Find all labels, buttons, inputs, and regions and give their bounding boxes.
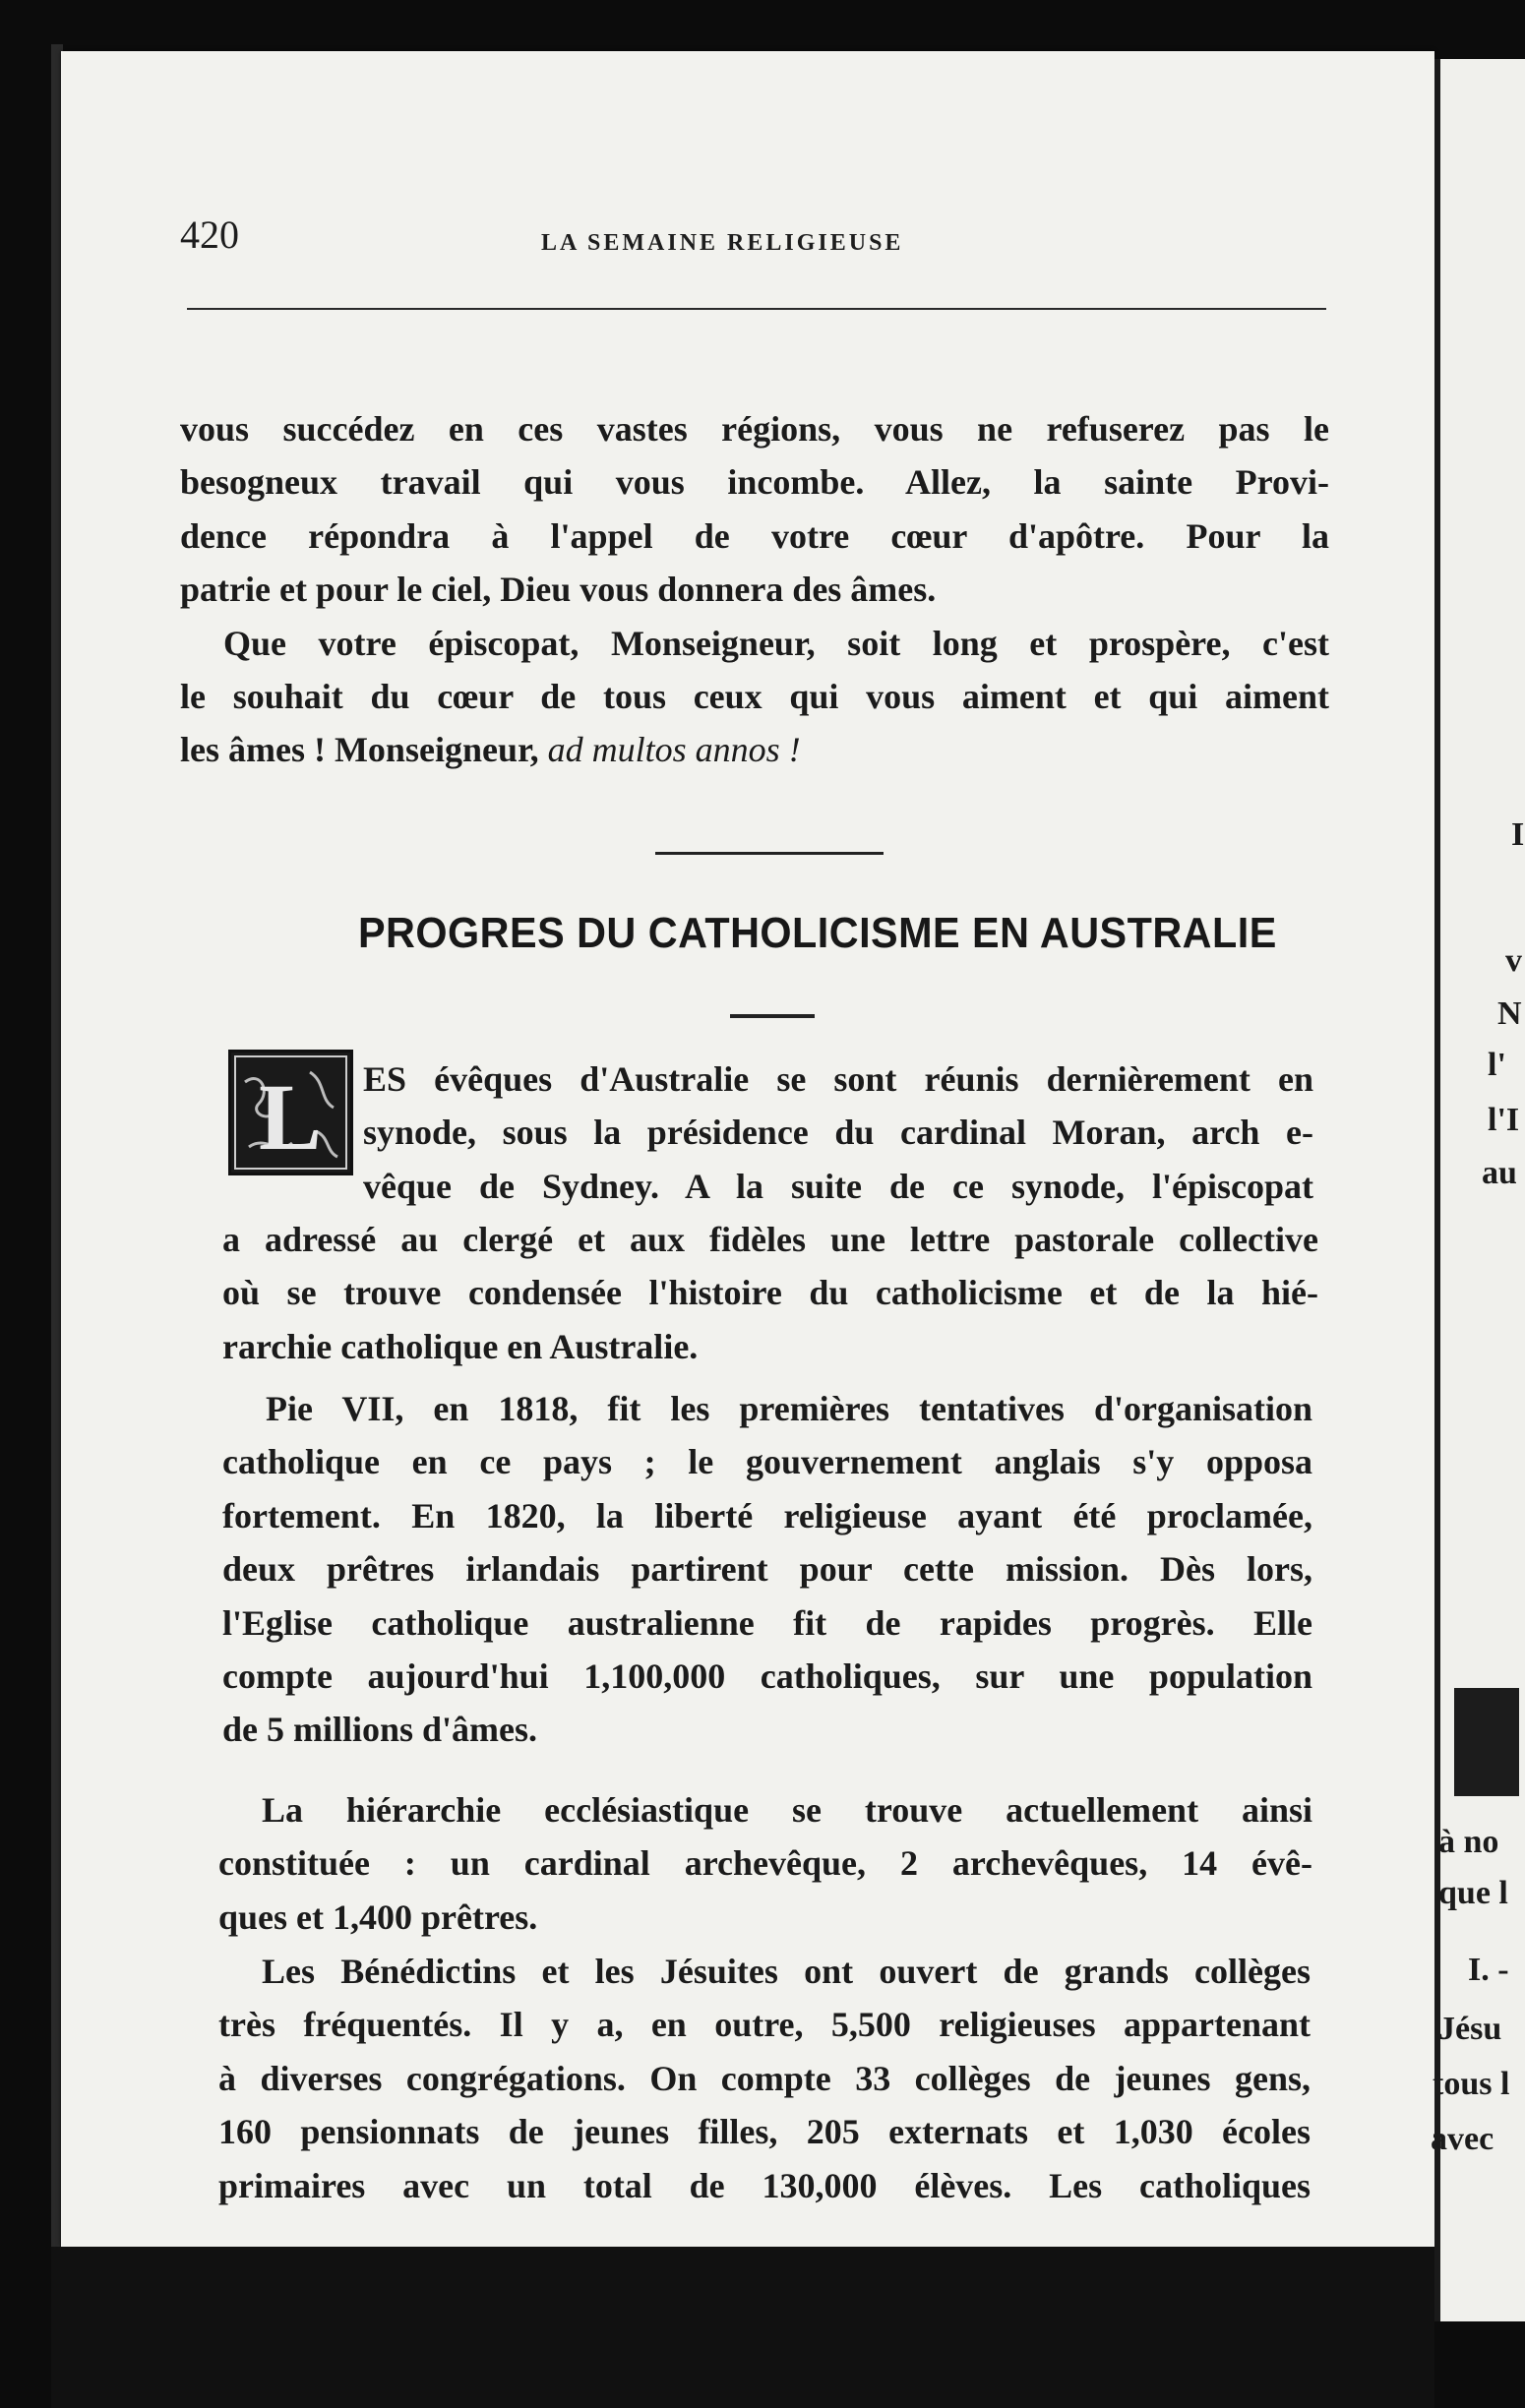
text-line: rarchie catholique en Australie. — [222, 1326, 699, 1366]
section-separator-rule — [655, 852, 884, 855]
text-line: le souhait du cœur de tous ceux qui vous aiment et qui aiment — [180, 677, 1329, 717]
adjacent-text-fragment: l' — [1488, 1047, 1506, 1083]
page-number: 420 — [180, 212, 239, 257]
text-line: de 5 millions d'âmes. — [222, 1710, 538, 1750]
text-line: constituée : un cardinal archevêque, 2 archevêques, 14 évê- — [218, 1843, 1312, 1884]
adjacent-text-fragment: l'I — [1488, 1102, 1520, 1138]
text-line: deux prêtres irlandais partirent pour cette mission. Dès lors, — [222, 1549, 1312, 1590]
adjacent-text-fragment: I — [1511, 816, 1525, 853]
text-line: ques et 1,400 prêtres. — [218, 1896, 538, 1937]
header-rule — [187, 308, 1326, 310]
latin-phrase: ad multos annos ! — [547, 730, 801, 770]
title-rule — [730, 1014, 815, 1018]
text-line — [180, 723, 1329, 776]
text-line: Les Bénédictins et les Jésuites ont ouvert de grands collèges — [262, 1952, 1311, 1991]
text-line: fortement. En 1820, la liberté religieuse ayant été proclamée, — [222, 1495, 1312, 1535]
adjacent-text-fragment: N — [1497, 995, 1522, 1032]
text-line: catholique en ce pays ; le gouvernement anglais s'y opposa — [222, 1442, 1312, 1482]
adjacent-text-fragment: que l — [1438, 1875, 1508, 1911]
text-line: vêque de Sydney. A la suite de ce synode, l'épiscopat — [363, 1166, 1313, 1206]
third-paragraph — [218, 1783, 1312, 1944]
text-line: l'Eglise catholique australienne fit de rapides progrès. Elle — [222, 1602, 1312, 1643]
text-line: ES évêques d'Australie se sont réunis dernièrement en — [363, 1059, 1313, 1099]
text-line: dence répondra à l'appel de votre cœur d'apôtre. Pour la — [180, 515, 1329, 556]
fourth-paragraph — [218, 1945, 1311, 2212]
text-line: vous succédez en ces vastes régions, vous ne refuserez pas le — [180, 409, 1329, 449]
adjacent-text-fragment: à no — [1438, 1824, 1499, 1860]
adjacent-dropcap — [1454, 1688, 1519, 1796]
second-paragraph — [222, 1382, 1312, 1757]
text-line: Que votre épiscopat, Monseigneur, soit long et prospère, c'est — [223, 623, 1329, 663]
adjacent-text-fragment: v — [1505, 942, 1522, 979]
text-line: où se trouve condensée l'histoire du catholicisme et de la hié- — [222, 1273, 1318, 1313]
text-line: synode, sous la présidence du cardinal Moran, arch e- — [363, 1113, 1313, 1153]
adjacent-text-fragment: au — [1482, 1155, 1517, 1191]
text-fragment: les âmes ! Monseigneur, — [180, 730, 548, 770]
journal-title: LA SEMAINE RELIGIEUSE — [541, 230, 904, 256]
first-paragraph-rest — [222, 1213, 1318, 1373]
text-line: besogneux travail qui vous incombe. Allez, la sainte Provi- — [180, 462, 1329, 503]
article-title: PROGRES DU CATHOLICISME EN AUSTRALIE — [358, 909, 1277, 957]
text-line: compte aujourd'hui 1,100,000 catholiques, sur une population — [222, 1656, 1312, 1697]
dropcap-letter: L — [258, 1064, 323, 1170]
text-line: Pie VII, en 1818, fit les premières tentatives d'organisation — [266, 1389, 1312, 1428]
adjacent-text-fragment: I. - — [1468, 1952, 1509, 1988]
adjacent-text-fragment: avec — [1431, 2121, 1494, 2157]
text-line: à diverses congrégations. On compte 33 collèges de jeunes gens, — [218, 2058, 1311, 2098]
scan-background — [51, 2247, 1434, 2408]
ornamental-dropcap — [228, 1050, 353, 1175]
continuation-paragraph — [180, 402, 1329, 777]
text-line: La hiérarchie ecclésiastique se trouve actuellement ainsi — [262, 1790, 1312, 1830]
text-line: primaires avec un total de 130,000 élèves. Les catholiques — [218, 2165, 1311, 2205]
adjacent-text-fragment: Jésu — [1438, 2011, 1502, 2047]
text-line: très fréquentés. Il y a, en outre, 5,500 religieuses appartenant — [218, 2005, 1311, 2045]
text-line: 160 pensionnats de jeunes filles, 205 externats et 1,030 écoles — [218, 2112, 1311, 2152]
text-line: a adressé au clergé et aux fidèles une lettre pastorale collective — [222, 1220, 1318, 1259]
dropcap-lines — [363, 1053, 1313, 1213]
text-line: patrie et pour le ciel, Dieu vous donnera des âmes. — [180, 570, 937, 610]
adjacent-text-fragment: tous l — [1433, 2066, 1510, 2102]
